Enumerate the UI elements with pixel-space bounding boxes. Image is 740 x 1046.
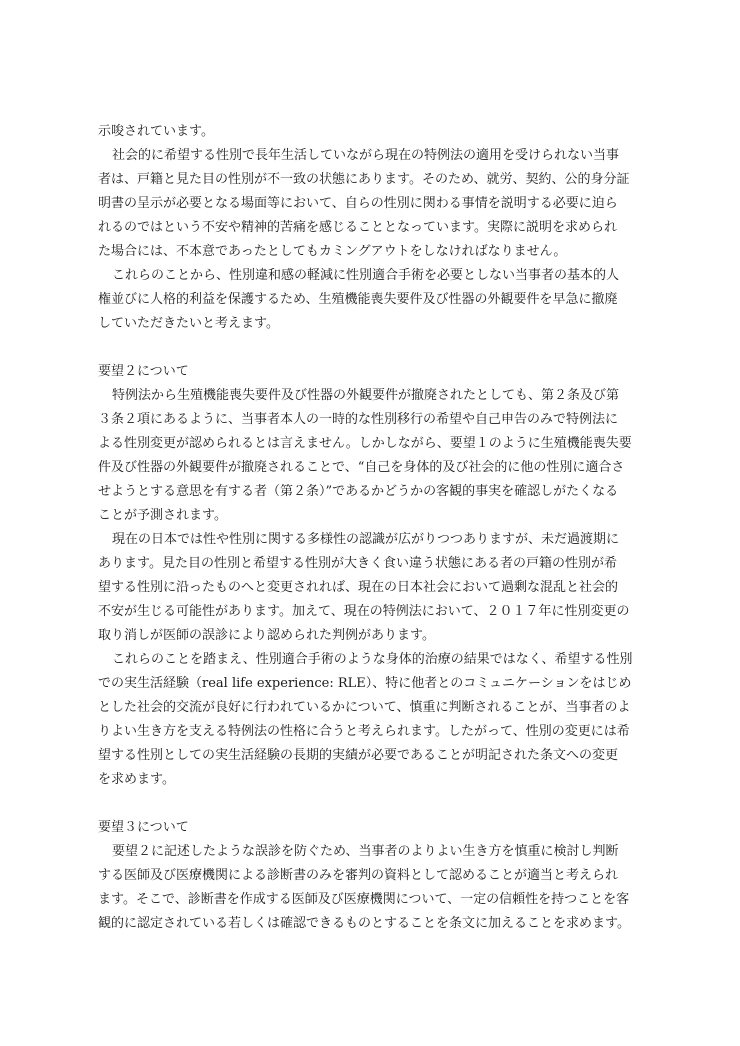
text-line: 観的に認定されている若しくは確認できるものとすることを条文に加えることを求めます。	[98, 916, 630, 931]
text-line: 明書の呈示が必要となる場面等において、自らの性別に関わる事情を説明する必要に迫ら	[98, 196, 618, 211]
text-line: よる性別変更が認められるとは言えません。しかしながら、要望１のように生殖機能喪失要	[98, 436, 632, 451]
text-line: での実生活経験（real life experience: RLE）、特に他者とのコミュニケーションをはじめ	[98, 676, 632, 691]
text-line: とした社会的交流が良好に行われているかについて、慎重に判断されることが、当事者のよ	[98, 700, 631, 715]
text-line: 権並びに人格的利益を保護するため、生殖機能喪失要件及び性器の外観要件を早急に撤廃	[98, 292, 618, 307]
text-line: ます。そこで、診断書を作成する医師及び医療機関について、一定の信頼性を持つことを客	[98, 892, 630, 907]
text-line: りよい生き方を支える特例法の性格に合うと考えられます。したがって、性別の変更には希	[98, 724, 630, 739]
text-line: していただきたいと考えます。	[98, 316, 279, 331]
document-body	[98, 120, 646, 936]
text-line: 示唆されています。	[98, 124, 214, 139]
paragraph-start-line: これらのことから、性別違和感の軽減に性別適合手術を必要としない当事者の基本的人	[112, 268, 620, 283]
text-line: ことが予測されます。	[98, 508, 227, 523]
text-line: 者は、戸籍と見た目の性別が不一致の状態にあります。そのため、就労、契約、公的身分証	[98, 172, 630, 187]
section-heading-3: 要望３について	[98, 820, 189, 835]
text-line: れるのではという不安や精神的苦痛を感じることとなっています。実際に説明を求められ	[98, 220, 617, 235]
text-line: あります。見た目の性別と希望する性別が大きく食い違う状態にある者の戸籍の性別が希	[98, 556, 617, 571]
paragraph-start-line: 要望２に記述したような誤診を防ぐため、当事者のよりよい生き方を慎重に検討し判断	[112, 844, 619, 859]
text-line: た場合には、不本意であったとしてもカミングアウトをしなければなりません。	[98, 244, 567, 259]
text-line: 望する性別としての実生活経験の長期的実績が必要であることが明記された条文への変更	[98, 748, 619, 763]
blank-line	[98, 336, 646, 360]
text-line: 件及び性器の外観要件が撤廃されることで、“自己を身体的及び社会的に他の性別に適合さ	[98, 460, 625, 475]
text-line: 不安が生じる可能性があります。加えて、現在の特例法において、２０１７年に性別変更の	[98, 604, 630, 619]
text-line: 望する性別に沿ったものへと変更されれば、現在の日本社会において過剰な混乱と社会的	[98, 580, 619, 595]
section-heading-2: 要望２について	[98, 364, 189, 379]
paragraph-start-line: 特例法から生殖機能喪失要件及び性器の外観要件が撤廃されたとしても、第２条及び第	[112, 388, 620, 403]
text-line: せようとする意思を有する者（第２条）”であるかどうかの客観的事実を確認しがたくなる	[98, 484, 619, 499]
text-line: 取り消しが医師の誤診により認められた判例があります。	[98, 628, 435, 643]
blank-line	[98, 792, 646, 816]
text-line: する医師及び医療機関による診断書のみを審判の資料として認めることが適当と考えられ	[98, 868, 619, 883]
text-line: を求めます。	[98, 772, 175, 787]
paragraph-start-line: 現在の日本では性や性別に関する多様性の認識が広がりつつありますが、未だ過渡期に	[112, 532, 620, 547]
paragraph-start-line: これらのことを踏まえ、性別適合手術のような身体的治療の結果ではなく、希望する性別	[112, 652, 633, 667]
paragraph-start-line: 社会的に希望する性別で長年生活していながら現在の特例法の適用を受けられない当事	[112, 148, 620, 163]
text-line: ３条２項にあるように、当事者本人の一時的な性別移行の希望や自己申告のみで特例法に	[98, 412, 619, 427]
